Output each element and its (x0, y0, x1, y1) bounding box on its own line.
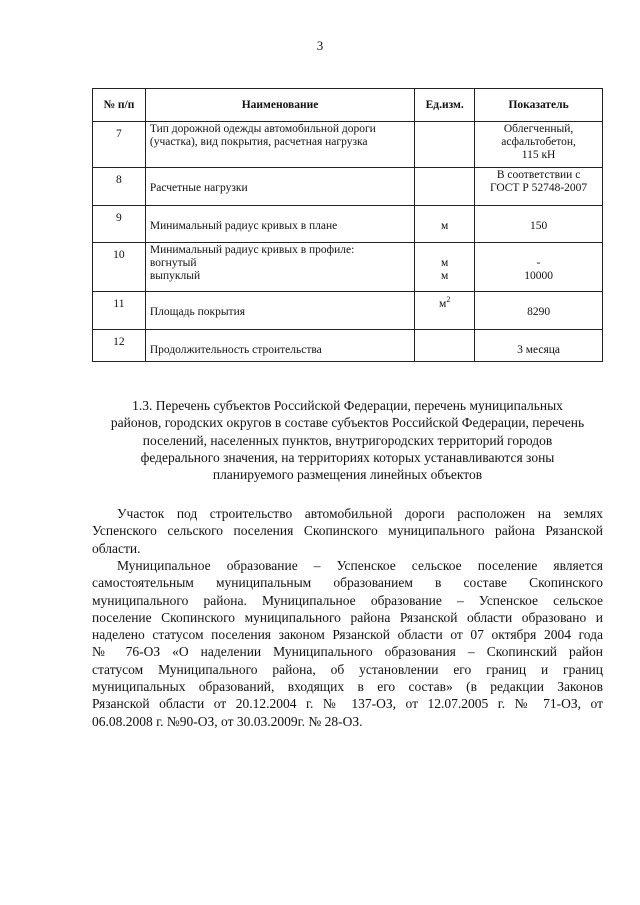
row-value-line: 3 месяца (517, 344, 561, 356)
parameters-table (92, 88, 603, 362)
row-number-text: 7 (116, 128, 122, 140)
row-unit-line (419, 207, 470, 220)
row-name-line (150, 169, 410, 182)
row-number (93, 243, 146, 292)
row-value (475, 243, 603, 292)
row-value-line: 150 (529, 220, 548, 232)
row-unit (415, 292, 475, 330)
row-value (475, 292, 603, 330)
row-value (475, 168, 603, 206)
table-row (93, 330, 603, 362)
section-heading-line: планируемого размещения линейных объектов (212, 467, 483, 483)
row-unit (415, 168, 475, 206)
table-row (93, 243, 603, 292)
row-number (93, 168, 146, 206)
row-value (475, 122, 603, 168)
paragraph-line: области. (92, 540, 141, 556)
row-number-text: 8 (116, 174, 122, 186)
header-unit: Ед.изм. (415, 89, 475, 122)
row-name-line: Минимальный радиус кривых в профиле: (149, 244, 355, 256)
row-number-text: 12 (113, 336, 125, 348)
row-value-line (479, 207, 598, 220)
paragraph-line: муниципальных образований, входящих в его состав» (в редакции Законов (92, 679, 603, 694)
section-heading-line: поселений, населенных пунктов, внутригородских территорий городов (142, 432, 553, 448)
paragraph-line: статусом Муниципального района, об установлении его границ и границ (92, 661, 603, 677)
paragraph-line: Рязанской области от 20.12.2004 г. № 137-ОЗ, от 12.07.2005 г. № 71-ОЗ, от (92, 696, 603, 712)
row-name (145, 243, 414, 292)
row-name-line (150, 207, 410, 220)
row-name-line (150, 293, 410, 306)
row-unit-line (419, 244, 470, 257)
row-number (93, 206, 146, 243)
header-number: № п/п (93, 89, 146, 122)
row-value-line: ГОСТ Р 52748-2007 (489, 182, 588, 194)
row-value-line: асфальтобетон, (501, 136, 576, 148)
paragraph-line: 06.08.2008 г. №90-ОЗ, от 30.03.2009г. № 28-ОЗ. (92, 713, 363, 729)
row-name-line: Тип дорожной одежды автомобильной дороги (149, 123, 376, 135)
row-number (93, 292, 146, 330)
page-number: 3 (316, 38, 324, 53)
row-name-line: выпуклый (149, 270, 201, 282)
row-name-line: Минимальный радиус кривых в плане (149, 220, 338, 232)
row-value-line: 115 кН (521, 149, 556, 161)
row-unit-line: м (441, 270, 449, 282)
row-number (93, 122, 146, 168)
row-value-line: 10000 (524, 270, 553, 282)
row-value-line (479, 244, 598, 257)
row-value-line: - (536, 257, 541, 269)
row-name-line: Продолжительность строительства (149, 344, 322, 356)
header-name: Наименование (145, 89, 414, 122)
row-unit (415, 206, 475, 243)
table-row (93, 206, 603, 243)
paragraph-line: Муниципальное образование – Успенское сельское поселение является (117, 557, 603, 573)
table-header-row (93, 89, 603, 122)
row-number-text: 9 (116, 212, 122, 224)
row-value (475, 330, 603, 362)
row-name-line: Площадь покрытия (149, 306, 246, 318)
paragraph-line: поселение Скопинского муниципального района Рязанской области образовано и (92, 609, 603, 625)
row-name-line: вогнутый (149, 257, 197, 269)
row-name (145, 330, 414, 362)
table-row (93, 168, 603, 206)
row-value-line: 8290 (527, 306, 551, 318)
row-name (145, 122, 414, 168)
row-value-line: В соответствии с (496, 169, 581, 181)
row-value-line (479, 331, 598, 344)
row-value (475, 206, 603, 243)
paragraph-line: самостоятельным муниципальным образованием в составе Скопинского (92, 575, 603, 591)
table-row (93, 122, 603, 168)
paragraph-line: № 76-ОЗ «О наделении Муниципального образования – Скопинский район (92, 644, 603, 660)
row-number (93, 330, 146, 362)
row-unit (415, 243, 475, 292)
row-number-text: 10 (113, 249, 125, 261)
paragraph-line: муниципального района. Муниципальное образование – Успенское сельское (92, 592, 603, 608)
table-row (93, 292, 603, 330)
unit-superscript: 2 (446, 295, 451, 304)
paragraph-line: Участок под строительство автомобильной дороги расположен на землях (117, 506, 603, 521)
row-name-line: Расчетные нагрузки (149, 182, 248, 194)
section-heading-line: федерального значения, на территориях которых устанавливаются зоны (140, 449, 555, 465)
row-name (145, 292, 414, 330)
row-unit (415, 330, 475, 362)
row-value-line: Облегченный, (503, 123, 574, 135)
row-name (145, 168, 414, 206)
row-number-text: 11 (113, 298, 125, 310)
row-name-line (150, 331, 410, 344)
section-heading-line: районов, городских округов в составе субъектов Российской Федерации, перечень (110, 415, 585, 431)
row-unit-line: м (441, 220, 449, 232)
row-value-line (479, 293, 598, 306)
row-unit (415, 122, 475, 168)
header-value: Показатель (475, 89, 603, 122)
row-unit-line: м (441, 257, 449, 269)
row-unit-line: $м^2$ (439, 295, 451, 310)
row-name-line: (участка), вид покрытия, расчетная нагрузка (149, 136, 368, 148)
paragraph-line: Успенского сельского поселения Скопинского муниципального района Рязанской (92, 523, 603, 539)
section-heading-line: 1.3. Перечень субъектов Российской Федерации, перечень муниципальных (132, 398, 563, 413)
paragraph-line: наделено статусом поселения законом Рязанской области от 07 октября 2004 года (92, 627, 603, 643)
row-name (145, 206, 414, 243)
